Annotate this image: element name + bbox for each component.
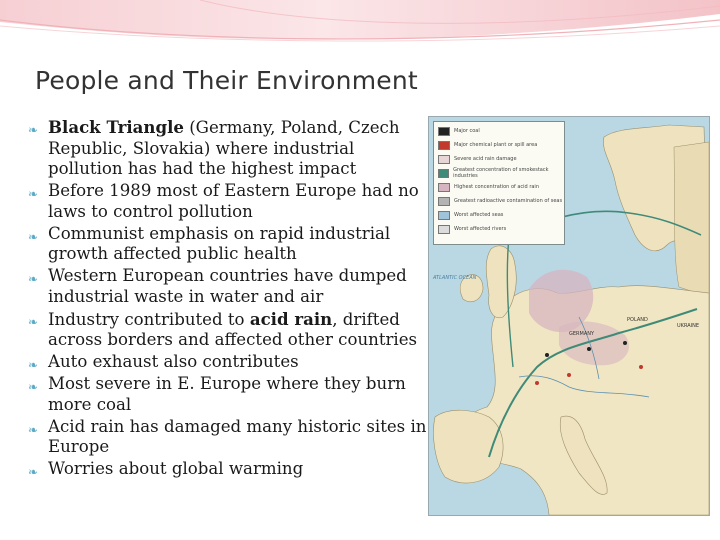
bullet-acid-rain [28, 309, 428, 351]
header-decoration [0, 0, 720, 60]
map-label-germany: GERMANY [569, 331, 595, 337]
bullet-text: Industry contributed to [48, 309, 250, 329]
legend-label: Major chemical plant or spill area [454, 142, 538, 148]
bullet-text: Communist emphasis on rapid industrial growth affected public health [48, 223, 391, 263]
legend-label: Highest concentration of acid rain [454, 184, 539, 190]
bullet-emphasis: Black Triangle [48, 117, 184, 137]
map-label-ukraine: UKRAINE [677, 323, 700, 329]
legend-swatch [438, 169, 449, 178]
legend-label: Worst affected rivers [454, 226, 507, 232]
bullet-arrow-icon: ❧ [28, 229, 39, 244]
legend-swatch [438, 127, 450, 136]
bullet-pollution-laws [28, 181, 428, 222]
bullet-text: Auto exhaust also contributes [48, 352, 299, 371]
legend-label: Greatest radioactive contamination of seas [454, 198, 563, 204]
legend-row [438, 224, 506, 234]
legend-swatch [438, 183, 450, 192]
legend-swatch [438, 225, 450, 234]
legend-row [438, 210, 503, 220]
bullet-text: Worries about global warming [48, 459, 304, 478]
legend-label: Severe acid rain damage [454, 156, 517, 162]
bullet-arrow-icon: ❧ [28, 422, 39, 437]
page-title: People and Their Environment [35, 66, 418, 95]
legend-row [438, 140, 537, 150]
bullet-text: Most severe in E. Europe where they burn more coal [48, 374, 406, 414]
bullet-emphasis: acid rain [249, 308, 333, 329]
header-swoosh [0, 0, 720, 60]
legend-swatch [438, 197, 450, 206]
legend-label: Worst affected seas [454, 212, 504, 218]
map-legend [433, 121, 565, 245]
map-label-atlantic: ATLANTIC OCEAN [433, 275, 477, 281]
bullet-western-dumping [28, 266, 428, 307]
bullet-arrow-icon: ❧ [28, 187, 39, 201]
legend-swatch [438, 211, 450, 220]
legend-swatch [438, 155, 450, 164]
bullet-text: Acid rain has damaged many historic sites in Europe [48, 416, 427, 456]
bullet-text: (Germany, Poland, Czech Republic, Slovakia) where industrial pollution has had the highest impact [48, 118, 400, 178]
bullet-black-triangle [28, 117, 428, 180]
europe-pollution-map [428, 116, 710, 516]
bullet-text: Before 1989 most of Eastern Europe had no laws to control pollution [48, 181, 419, 221]
legend-row [438, 154, 517, 164]
bullet-arrow-icon: ❧ [28, 272, 39, 286]
bullet-arrow-icon: ❧ [28, 314, 39, 329]
legend-row [438, 168, 564, 178]
bullet-historic-sites [28, 417, 428, 458]
bullet-global-warming [28, 459, 428, 480]
legend-row [438, 196, 562, 206]
legend-row [438, 182, 539, 192]
bullet-arrow-icon: ❧ [28, 123, 39, 137]
bullet-arrow-icon: ❧ [28, 465, 39, 479]
bullet-coal [28, 374, 428, 415]
legend-row [438, 126, 480, 136]
bullet-text: Western European countries have dumped industrial waste in water and air [48, 266, 407, 306]
legend-label: Major coal [454, 128, 480, 134]
legend-label: Greatest concentration of smokestack industries [453, 167, 549, 179]
map-label-poland: POLAND [627, 317, 648, 323]
bullet-text: , drifted across borders and affected other countries [48, 309, 418, 349]
bullet-list [28, 117, 428, 481]
bullet-arrow-icon: ❧ [28, 358, 39, 372]
bullet-auto-exhaust [28, 352, 428, 373]
bullet-arrow-icon: ❧ [28, 380, 39, 394]
legend-swatch [438, 141, 450, 150]
bullet-communist-growth [28, 224, 428, 265]
